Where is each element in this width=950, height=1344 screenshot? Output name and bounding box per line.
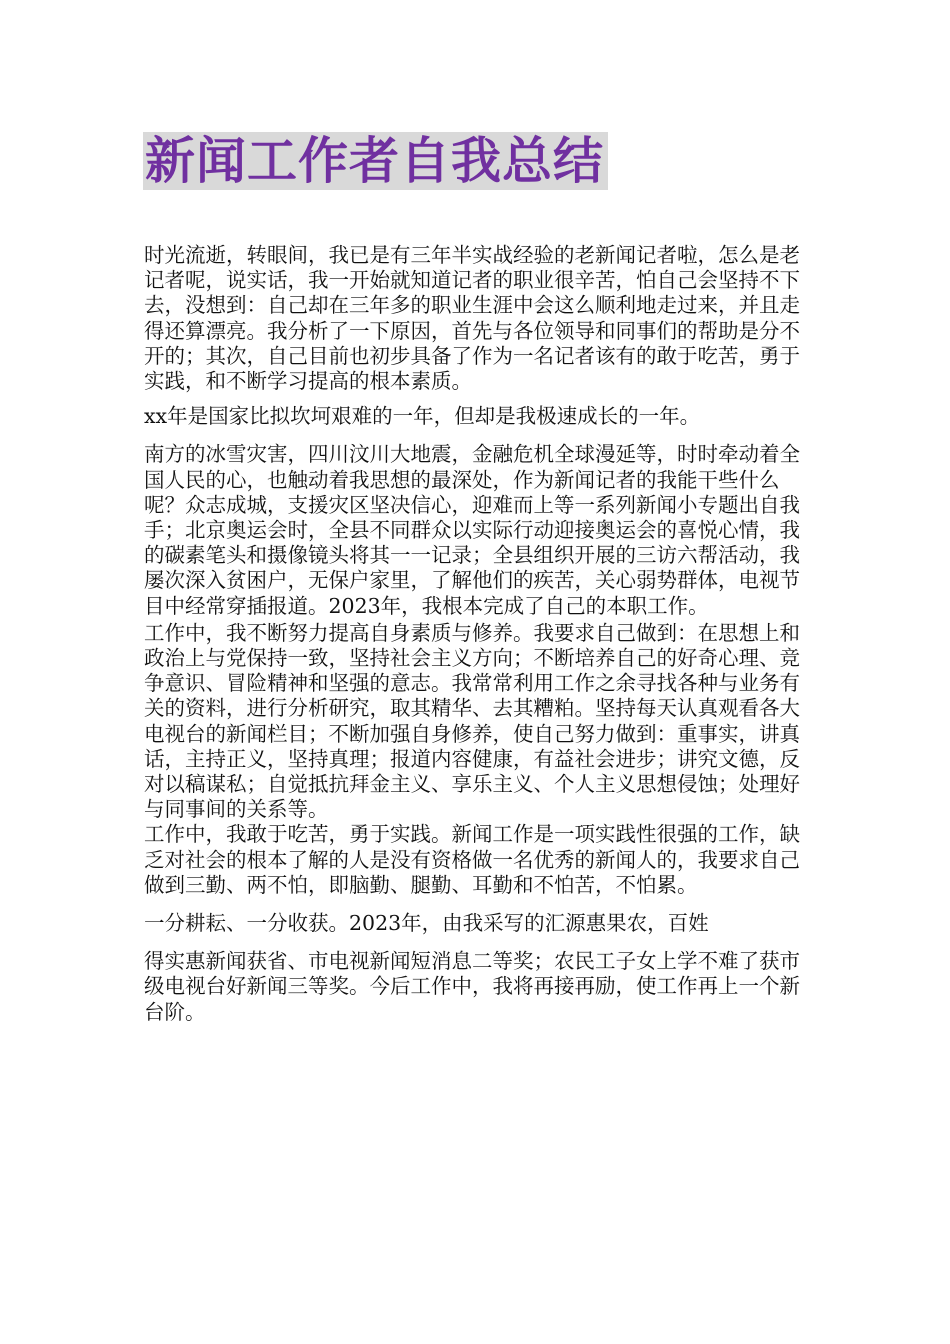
paragraph-self-improvement: 工作中，我不断努力提高自身素质与修养。我要求自己做到：在思想上和政治上与党保持一致，坚持社会主义方向；不断培养自己的好奇心理、竞争意识、冒险精神和坚强的意志。我常常利用工作之余寻找各种与业务有关的资料，进行分析研究，取其精华、去其糟粕。坚持每天认真观看各大电视台的新闻栏目；不断加强自身修养，使自己努力做到：重事实，讲真话，主持正义，坚持真理；报道内容健康，有益社会进步；讲究文德，反对以稿谋私；自觉抵抗拜金主义、享乐主义、个人主义思想侵蚀；处理好与同事间的关系等。 xyxy=(144,620,800,822)
document-body xyxy=(144,243,809,1025)
paragraph-year-summary: xx年是国家比拟坎坷艰难的一年，但却是我极速成长的一年。 xyxy=(144,404,701,429)
paragraph-major-events: 南方的冰雪灾害，四川汶川大地震，金融危机全球漫延等，时时牵动着全国人民的心，也触动着我思想的最深处，作为新闻记者的我能干些什么呢？众志成城，支援灾区坚决信心，迎难而上等一系列新闻小专题出自我手；北京奥运会时，全县不同群众以实际行动迎接奥运会的喜悦心情，我的碳素笔头和摄像镜头将其一一记录；全县组织开展的三访六帮活动，我屡次深入贫困户，无保户家里，了解他们的疾苦，关心弱势群体，电视节目中经常穿插报道。2023年，我根本完成了自己的本职工作。 xyxy=(144,442,800,618)
paragraph-hard-work: 工作中，我敢于吃苦，勇于实践。新闻工作是一项实践性很强的工作，缺乏对社会的根本了解的人是没有资格做一名优秀的新闻人的，我要求自己做到三勤、两不怕，即脑勤、腿勤、耳勤和不怕苦，不怕累。 xyxy=(144,822,800,897)
paragraph-intro: 时光流逝，转眼间，我已是有三年半实战经验的老新闻记者啦，怎么是老记者呢，说实话，我一开始就知道记者的职业很辛苦，怕自己会坚持不下去，没想到：自己却在三年多的职业生涯中会这么顺利地走过来，并且走得还算漂亮。我分析了一下原因，首先与各位领导和同事们的帮助是分不开的；其次，自己目前也初步具备了作为一名记者该有的敢于吃苦，勇于实践，和不断学习提高的根本素质。 xyxy=(144,243,800,394)
paragraph-awards: 得实惠新闻获省、市电视新闻短消息二等奖；农民工子女上学不难了获市级电视台好新闻三等奖。今后工作中，我将再接再励，使工作再上一个新台阶。 xyxy=(144,949,800,1024)
document-title: 新闻工作者自我总结 xyxy=(143,132,608,190)
paragraph-harvest: 一分耕耘、一分收获。2023年，由我采写的汇源惠果农，百姓 xyxy=(144,911,709,936)
